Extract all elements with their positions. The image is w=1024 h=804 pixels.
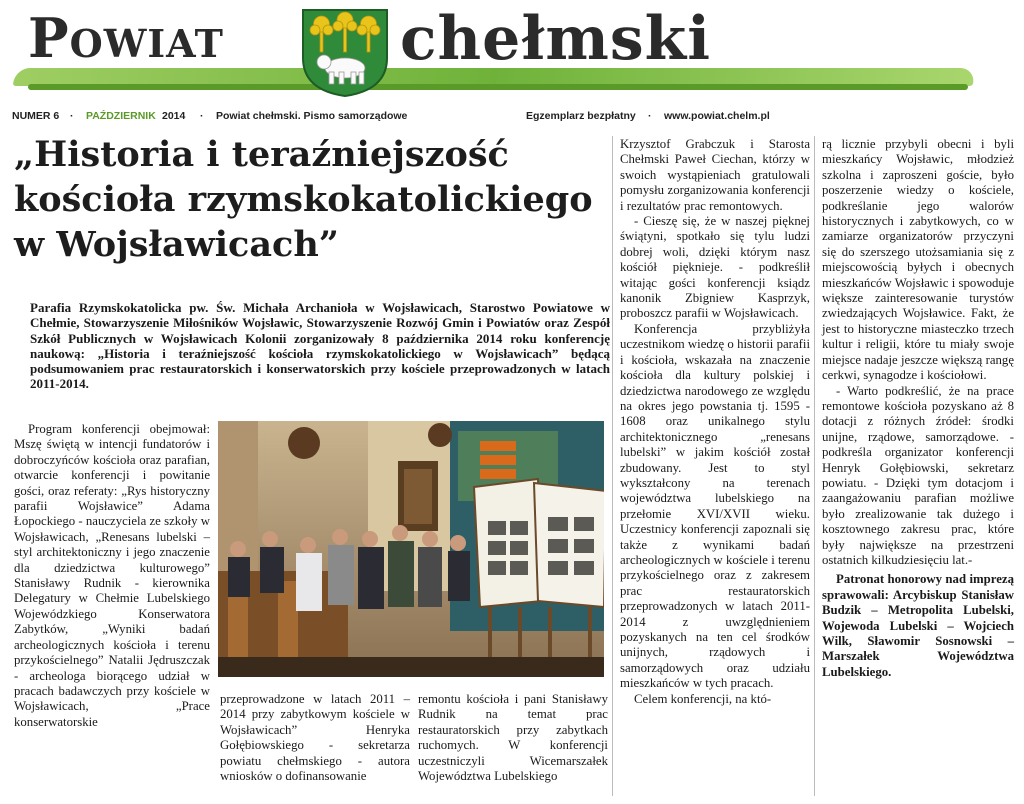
column-text: - Cieszę się, że w naszej pięknej świątyni, spotkało się tylu ludzi dobrej woli, dzięki którym nasz kościół pięknieje. - podkreślił witając gości konferencji ksiądz kanonik Zbigniew Kasprzyk, proboszcz parafii w Wojsławicach.	[620, 214, 810, 321]
column-text: przeprowadzone w latach 2011 – 2014 przy zabytkowym kościele w Wojsławicach” Henryka Gołębiowskiego - sekretarza powiatu chełmskiego - autora wniosków o dofinansowanie	[220, 692, 410, 784]
conference-photo-image	[218, 421, 604, 677]
article-column-2	[220, 692, 410, 784]
issue-number: NUMER 6	[12, 110, 60, 122]
issue-bar	[12, 110, 1012, 126]
article-column-3	[418, 692, 608, 784]
article-column-5	[822, 137, 1014, 680]
issue-year: 2014	[162, 110, 186, 122]
article-column-4	[620, 137, 810, 707]
column-text: remontu kościoła i pani Stanisławy Rudnik na temat prac restauratorskich przy zabytkach ruchomych. W konferencji uczestniczyli Wicemarszałek Województwa Lubelskiego	[418, 692, 608, 784]
conference-photo	[218, 421, 604, 677]
dot-separator: ·	[70, 110, 74, 122]
masthead	[0, 0, 1024, 100]
dot-separator: ·	[200, 110, 204, 122]
free-copy-label: Egzemplarz bezpłatny	[526, 110, 636, 122]
article-headline: „Historia i teraźniejszość kościoła rzymskokatolickiego w Wojsławicach”	[14, 134, 593, 265]
article-lead: Parafia Rzymskokatolicka pw. Św. Michała Archanioła w Wojsławicach, Starostwo Powiatowe w Chełmie, Stowarzyszenie Miłośników Wojsławic, Stowarzyszenie Rozwój Gmin i Powiatów oraz Zespół Szkół Publicznych w Wojsławicach Kolonii zorganizowały 8 października 2014 roku konferencję naukową: „Historia i teraźniejszość kościoła rzymskokatolickiego w Wojsławicach” będącą podsumowaniem prac restauratorskich i konserwatorskich przy kościele przeprowadzonych w latach 2011-2014.	[30, 300, 610, 392]
column-divider	[814, 136, 815, 796]
article-column-1	[14, 422, 210, 730]
dot-separator: ·	[648, 110, 652, 122]
column-text: Program konferencji obejmował: Mszę świętą w intencji fundatorów i dobroczyńców kościoła oraz parafian, otwarcie konferencji i powitanie gości, oraz referaty: „Rys historyczny parafii Wojsławice” Adama Łopockiego - nauczyciela ze szkoły w Wojsławicach, „Renesans lubelski – styl architektoniczny i jego znaczenie dla dziedzictwa kulturowego” Stanisławy Rudnik - kierownika Delegatury w Chełmie Lubelskiego Wojewódzkiego Konserwatora Zabytków, „Wyniki badań archeologicznych kościoła i terenu przykościelnego” Natalii Jędruszczak - archeologa biorącego udział w pracach badawczych przy kościele w Wojsławicach, „Prace konserwatorskie	[14, 422, 210, 729]
column-text: Konferencja przybliżyła uczestnikom wiedzę o historii parafii i kościoła, wskazała na znaczenie kościoła dla kultury polskiej i dziedzictwa narodowego ze względu na okres jego powstania tj. 1595 - 1608 oraz unikalnego stylu architektonicznego „renesans lubelski” w jakim kościół został zbudowany. Jest to styl wykształcony na terenach województwa lubelskiego na przełomie XVI/XVII wieku. Uczestnicy konferencji zapoznali się także z wynikami badań archeologicznych w kościele i terenu przykościelnego oraz z zakresem prac restauratorskich przeprowadzonych w latach 2011-2014 z uwzględnieniem pozyskanych na ten cel środków unijnych, rządowych i samorządowych oraz udziału mieszkańców w tych pracach.	[620, 321, 810, 691]
masthead-word-powiat: Powiat	[28, 6, 224, 70]
masthead-green-underline	[28, 84, 968, 90]
column-text: Krzysztof Grabczuk i Starosta Chełmski Paweł Ciechan, którzy w swoich wystąpieniach gratulowali pomysłu zorganizowania konferencji i rezultatów prac remontowych.	[620, 137, 810, 213]
website-link[interactable]: www.powiat.chelm.pl	[664, 110, 770, 122]
column-divider	[612, 136, 613, 796]
column-text: - Warto podkreślić, że na prace remontowe kościoła pozyskano aż 8 dotacji z różnych źródeł: środki unijne, rządowe, samorządowe. - podkreśla organizator konferencji Henryk Gołębiowski, sekretarz powiatu. - Dzięki tym dotacjom i zaangażowaniu parafian możliwe było zrealizowanie tak dużego i kosztownego zakresu prac, które były największe na przestrzeni ostatnich kilkudziesięciu lat.-	[822, 383, 1014, 567]
issue-month: PAŹDZIERNIK	[86, 110, 156, 122]
patronat-note: Patronat honorowy nad imprezą sprawowali: Arcybiskup Stanisław Budzik – Metropolita Lubelski, Wojewoda Lubelski – Wojciech Wilk, Sławomir Sosnowski – Marszałek Województwa Lubelskiego.	[822, 572, 1014, 679]
publication-name: Powiat chełmski. Pismo samorządowe	[216, 110, 408, 122]
masthead-word-chelmski: chełmski	[400, 4, 712, 74]
column-text: rą licznie przybyli obecni i byli mieszkańcy Wojsławic, młodzież szkolna i zaproszeni goście, było poszerzenie wiedzy o kościele, podkreślanie jego walorów historycznych i zabytkowych, co w zamiarze organizatorów przyczyni się do szerszego utożsamiania się z miejscowością byłych i obecnych mieszkańców Wojsławic i spowoduje większe zainteresowanie turystów zwiedzających Wojsławice. Fakt, że jest to historyczne miasteczko trzech kultur i religii, które tu miały swoje miejsce nadaje jeszcze większą rangę cerkwi, synagodze i kościołowi.	[822, 137, 1014, 383]
crest-icon	[299, 6, 391, 98]
column-text: Celem konferencji, na któ-	[634, 691, 772, 706]
